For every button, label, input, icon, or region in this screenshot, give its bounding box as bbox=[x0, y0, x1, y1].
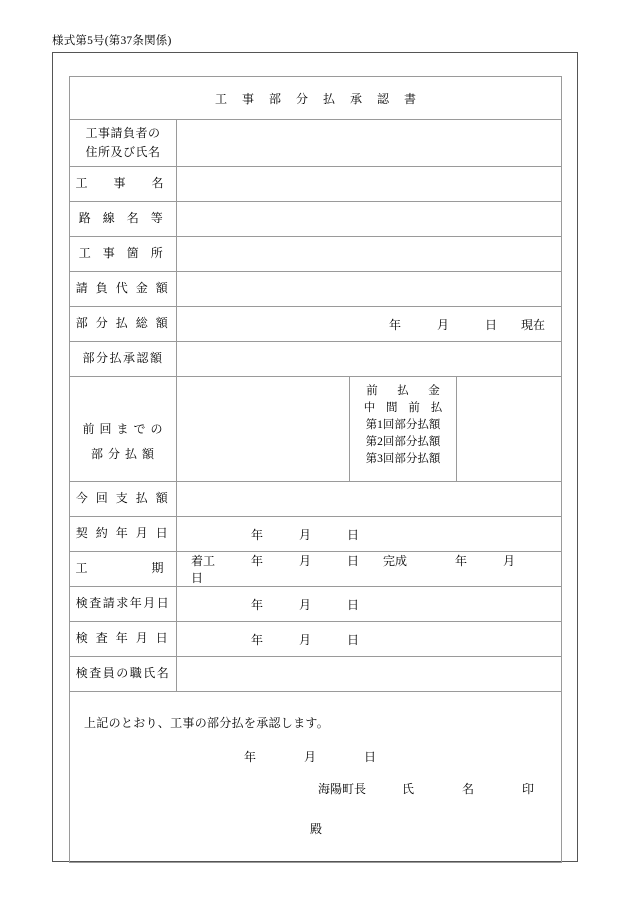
label-contract-amount: 請 負 代 金 額 bbox=[70, 272, 177, 307]
value-contractor-address-name[interactable] bbox=[177, 120, 562, 167]
table-row-inspector-name bbox=[70, 657, 562, 692]
table-row-work-location bbox=[70, 237, 562, 272]
value-inspector-title-name[interactable] bbox=[177, 657, 562, 692]
value-inspection-date[interactable]: 年 月 日 bbox=[177, 622, 562, 657]
table-row-contract-date bbox=[70, 517, 562, 552]
previous-item-partial-2: 第2回部分払額 bbox=[365, 436, 441, 449]
label-contractor-line2: 住所及び氏名 bbox=[85, 145, 161, 159]
previous-payments-right-blank[interactable] bbox=[457, 377, 561, 481]
label-previous-line2: 部 分 払 額 bbox=[90, 447, 155, 461]
value-work-name[interactable] bbox=[177, 167, 562, 202]
table-row-work-name bbox=[70, 167, 562, 202]
label-contractor-line1: 工事請負者の bbox=[85, 125, 161, 140]
footer-date[interactable]: 年 月 日 bbox=[244, 750, 377, 764]
previous-item-interim-advance: 中 間 前 払 bbox=[363, 402, 447, 415]
previous-item-partial-1: 第1回部分払額 bbox=[365, 419, 441, 432]
table-row-inspection-date bbox=[70, 622, 562, 657]
label-work-name: 工 事 名 bbox=[70, 167, 177, 202]
label-contractor-address-name bbox=[70, 120, 177, 167]
value-current-payment[interactable] bbox=[177, 482, 562, 517]
footer-section bbox=[70, 692, 562, 863]
previous-item-partial-3: 第3回部分払額 bbox=[365, 453, 441, 466]
document-title: 工 事 部 分 払 承 認 書 bbox=[70, 77, 562, 120]
table-row-previous-payments bbox=[70, 377, 562, 482]
table-row-approved-amount bbox=[70, 342, 562, 377]
table-row-inspection-request-date bbox=[70, 587, 562, 622]
label-partial-payment-total: 部 分 払 総 額 bbox=[70, 307, 177, 342]
value-work-period[interactable]: 着工 年 月 日 完成 年 月 日 bbox=[177, 552, 562, 587]
label-work-period: 工 期 bbox=[70, 552, 177, 587]
value-contract-date[interactable]: 年 月 日 bbox=[177, 517, 562, 552]
value-inspection-request-date[interactable]: 年 月 日 bbox=[177, 587, 562, 622]
label-approved-amount: 部分払承認額 bbox=[70, 342, 177, 377]
table-row-work-period bbox=[70, 552, 562, 587]
previous-payments-left-blank[interactable] bbox=[177, 377, 349, 481]
value-work-location[interactable] bbox=[177, 237, 562, 272]
label-route-name: 路 線 名 等 bbox=[70, 202, 177, 237]
footer-statement: 上記のとおり、工事の部分払を承認します。 bbox=[84, 716, 330, 730]
value-contract-amount[interactable] bbox=[177, 272, 562, 307]
label-previous-line1: 前 回 ま で の bbox=[82, 421, 164, 436]
label-contract-date: 契 約 年 月 日 bbox=[70, 517, 177, 552]
approval-form-table bbox=[69, 76, 562, 863]
table-row-title bbox=[70, 77, 562, 120]
table-row-contract-amount bbox=[70, 272, 562, 307]
footer-signature[interactable]: 海陽町長 氏 名 印 bbox=[318, 782, 535, 796]
table-row-route-name bbox=[70, 202, 562, 237]
value-approved-amount[interactable] bbox=[177, 342, 562, 377]
previous-item-advance-payment: 前 払 金 bbox=[366, 385, 444, 397]
label-inspection-date: 検 査 年 月 日 bbox=[70, 622, 177, 657]
table-row-current-payment bbox=[70, 482, 562, 517]
value-partial-payment-total-date[interactable]: 年 月 日 現在 bbox=[177, 307, 562, 342]
label-previous-partial-payments bbox=[70, 377, 177, 482]
label-work-location: 工 事 箇 所 bbox=[70, 237, 177, 272]
footer-addressee: 殿 bbox=[310, 822, 323, 836]
label-inspection-request-date: 検査請求年月日 bbox=[70, 587, 177, 622]
previous-payments-item-list bbox=[349, 377, 457, 481]
table-row-footer bbox=[70, 692, 562, 863]
label-current-payment: 今 回 支 払 額 bbox=[70, 482, 177, 517]
previous-payments-breakdown bbox=[177, 377, 562, 482]
table-row-contractor bbox=[70, 120, 562, 167]
value-route-name[interactable] bbox=[177, 202, 562, 237]
table-row-partial-total bbox=[70, 307, 562, 342]
label-inspector-title-name: 検査員の職氏名 bbox=[70, 657, 177, 692]
form-number: 様式第5号(第37条関係) bbox=[52, 35, 172, 47]
